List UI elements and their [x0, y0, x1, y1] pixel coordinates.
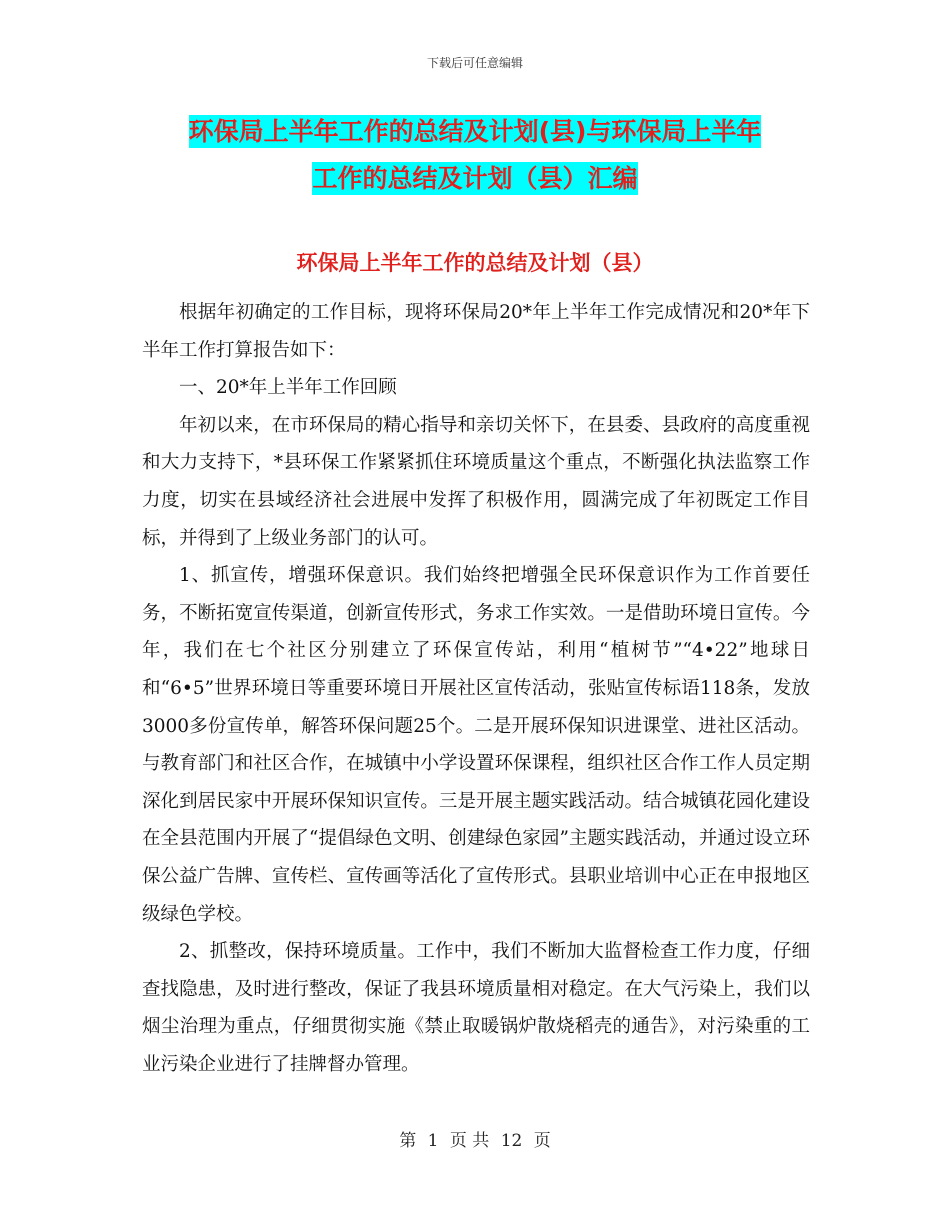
paragraph-heading-review: 一、20*年上半年工作回顾 — [179, 377, 397, 399]
paragraph-rectification: 2、抓整改，保持环境质量。工作中，我们不断加大监督检查工作力度，仔细查找隐患，及时进行整改，保证了我县环境质量相对稳定。在大气污染上，我们以烟尘治理为重点，仔细贯彻实施《禁止取暖锅炉散烧稻壳的通告》，对污染重的工业污染企业进行了挂牌督办管理。 — [142, 941, 810, 1075]
paragraph-overview: 年初以来，在市环保局的精心指导和亲切关怀下，在县委、县政府的高度重视和大力支持下，*县环保工作紧紧抓住环境质量这个重点，不断强化执法监察工作力度，切实在县域经济社会进展中发挥了积极作用，圆满完成了年初既定工作目标，并得到了上级业务部门的认可。 — [142, 414, 810, 549]
document-body — [142, 294, 810, 1083]
document-title-line-1: 环保局上半年工作的总结及计划(县)与环保局上半年 — [188, 117, 762, 146]
paragraph-intro: 根据年初确定的工作目标，现将环保局20*年上半年工作完成情况和20*年下半年工作打算报告如下： — [142, 302, 810, 361]
footer-page-number: 1 — [427, 1131, 439, 1151]
footer-total-pages: 12 — [500, 1131, 523, 1151]
page-footer — [0, 1126, 950, 1151]
document-title-line-2: 工作的总结及计划（县）汇编 — [312, 164, 638, 193]
header-note: 下载后可任意编辑 — [426, 56, 523, 70]
document-title — [130, 108, 820, 202]
footer-page-mid: 页 共 — [449, 1131, 490, 1151]
section-title: 环保局上半年工作的总结及计划（县） — [296, 251, 654, 275]
footer-page-suffix: 页 — [533, 1131, 551, 1151]
paragraph-publicity: 1、抓宣传，增强环保意识。我们始终把增强全民环保意识作为工作首要任务，不断拓宽宣传渠道，创新宣传形式，务求工作实效。一是借助环境日宣传。今年，我们在七个社区分别建立了环保宣传站，利用“植树节”“4•22”地球日和“6•5”世界环境日等重要环境日开展社区宣传活动，张贴宣传标语118条，发放3000多份宣传单，解答环保问题25个。二是开展环保知识进课堂、进社区活动。与教育部门和社区合作，在城镇中小学设置环保课程，组织社区合作工作人员定期深化到居民家中开展环保知识宣传。三是开展主题实践活动。结合城镇花园化建设在全县范围内开展了“提倡绿色文明、创建绿色家园”主题实践活动，并通过设立环保公益广告牌、宣传栏、宣传画等活化了宣传形式。县职业培训中心正在申报地区级绿色学校。 — [142, 565, 810, 925]
footer-page-prefix: 第 — [399, 1131, 417, 1151]
